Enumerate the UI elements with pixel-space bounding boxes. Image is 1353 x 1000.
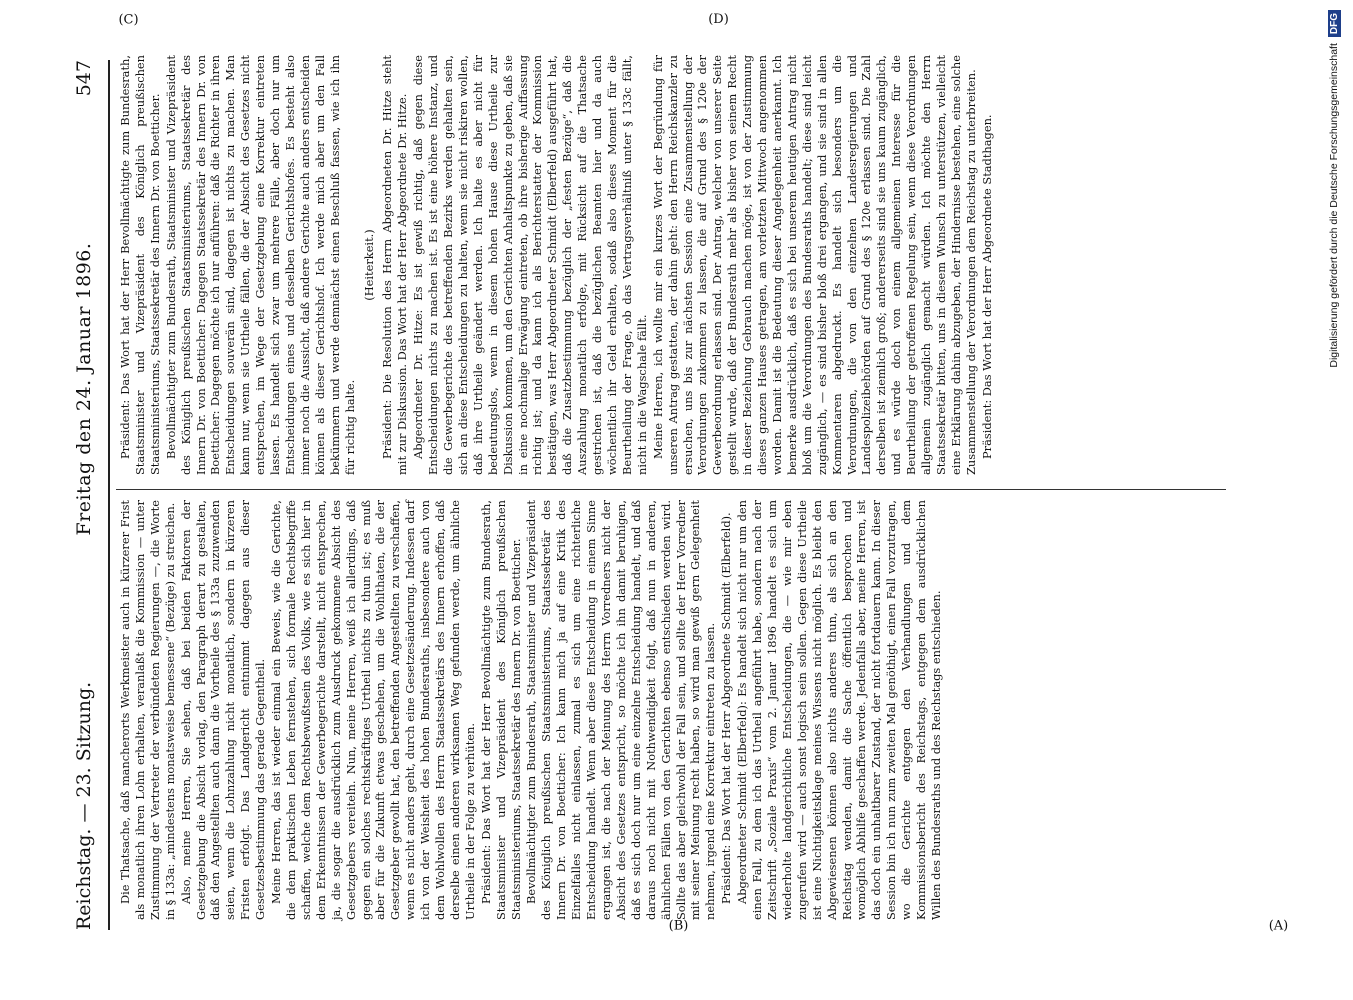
paragraph: Meine Herren, ich wollte mir ein kurzes Wort der Begründung für unseren Antrag gestatten, der dahin geht: den Herrn Reichskanzler zu ersuchen, uns bis zur nächsten Session eine Zusammenstellung der Verordnungen zukommen zu lassen, die auf Grund des § 120e der Gewerbeordnung erlassen sind. Der Antrag, welcher von unserer Seite gestellt wurde, daß der Bundesrath mehr als bisher von seinem Recht in dieser Beziehung Gebrauch machen möge, ist von der Zustimmung dieses ganzen Hauses getragen, am vorletzten Mittwoch angenommen worden. Damit ist die Bedeutung dieser Angelegenheit anerkannt. Ich bemerke ausdrücklich, daß es sich bei unserem heutigen Antrag nicht bloß um die Verordnungen des Bundesraths handelt; diese sind leicht zugänglich, — es sind bisher bloß drei ergangen, und sie sind in allen Kommentaren abgedruckt. Es handelt sich besonders um die Verordnungen, die von den einzelnen Landesregierungen und Landespolizeibehörden auf Grund des § 120e erlassen sind. Die Zahl derselben ist ziemlich groß; andererseits sind sie uns kaum zugänglich, und es würde doch von einem allgemeinen Interesse für die Beurtheilung der getroffenen Regelung sein, wenn diese Verordnungen allgemein zugänglich gemacht würden. Ich möchte den Herrn Staatssekretär bitten, uns in diesem Wunsch zu unterstützen, vielleicht eine Erklärung dahin abzugeben, der Hindernisse bestehen, eine solche Zusammenstellung der Verordnungen dem Reichstag zu unterbreiten. — [650, 55, 978, 475]
paragraph: Meine Herren, das ist wieder einmal ein Beweis, wie die Gerichte, die dem praktischen Leben fernstehen, sich formale Rechtsbegriffe schaffen, welche dem Rechtsbewußtsein des Volks, wie es sich hier in dem Erkenntnissen der Gewerbegerichte darstellt, nicht entsprechen, ja, die sogar die ausdrücklich zum Ausdruck gekommene Absicht des Gesetzgebers vereiteln. Nun, meine Herren, weiß ich allerdings, daß gegen ein solches rechtskräftiges Urtheil nichts zu thun ist; es muß aber für die Zukunft etwas geschehen, um die Wohlthaten, die der Gesetzgeber gewollt hat, den betreffenden Angestellten zu verschaffen, wenn es nicht anders geht, durch eine Gesetzesänderung. Indessen darf ich von der Weisheit des hohen Bundesraths, insbesondere auch von dem Wohlwollen des Herrn Staatssekretärs des Innern erhoffen, daß derselbe einen anderen wirksamen Weg gefunden werde, um ähnliche Urtheile in der Folge zu verhüten. — [269, 500, 477, 920]
page-number: 547 — [73, 60, 95, 97]
header-rule — [108, 60, 110, 930]
margin-letter-a: (A) — [1268, 918, 1289, 934]
column-divider — [116, 489, 1226, 490]
left-column — [118, 500, 945, 920]
header-left: Reichstag. — 23. Sitzung. — [73, 681, 95, 930]
digitization-credit — [1320, 10, 1348, 990]
header-date: Freitag den 24. Januar 1896. — [73, 242, 95, 536]
rotated-page — [56, 0, 1296, 1000]
paragraph: Präsident: Das Wort hat der Herr Abgeordnete Stadthagen. — [979, 114, 994, 459]
paragraph: Präsident: Die Resolution des Herrn Abgeordneten Dr. Hitze steht mit zur Diskussion. Das Wort hat der Herr Abgeordnete Dr. Hitze. — [380, 55, 410, 475]
paragraph: Bevollmächtigter zum Bundesrath, Staatsminister und Vizepräsident des Königlich preußischen Staatsministeriums, Staatssekretär des Innern Dr. von Boetticher: Ich kann mich ja auf eine Kritik des Einzelfalles nicht einlassen, zumal es sich um eine richterliche Entscheidung handelt. Wenn aber diese Entscheidung in einem Sinne ergangen ist, die nach der Meinung des Herrn Vorredners nicht der Absicht des Gesetzes entspricht, so möchte ich ihn damit beruhigen, daß es sich doch nur um eine einzelne Entscheidung handelt, und daß daraus noch nicht mit Nothwendigkeit folgt, daß nun in anderen, ähnlichen Fällen von den Gerichten ebenso entschieden werden wird. Sollte das aber gleichwohl der Fall sein, und sollte der Herr Vorredner mit seiner Meinung recht haben, so wird man gewiß gern Gelegenheit nehmen, irgend eine Korrektur eintreten zu lassen. — [524, 500, 718, 920]
paragraph: Präsident: Das Wort hat der Herr Bevollmächtigte zum Bundesrath, Staatsminister und Vizepräsident des Königlich preußischen Staatsministeriums, Staatssekretär des Innern Dr. von Boetticher. — [118, 55, 162, 475]
paragraph: Bevollmächtigter zum Bundesrath, Staatsminister und Vizepräsident des Königlich preußischen Staatsministeriums, Staatssekretär des Innern Dr. von Boetticher: Dagegen Staatssekretär des Innern Dr. von Boetticher: Dagegen möchte ich nur anführen: daß die Richter in ihren Entscheidungen souverän sind, dagegen ist nichts zu machen. Man kann nur, wenn sie Urtheile fällen, die der Absicht des Gesetzes nicht entsprechen, im Wege der Gesetzgebung eine Korrektur eintreten lassen. Es handelt sich zwar um mehrere Fälle, aber doch nur um Entscheidungen eines und desselben Gerichtshofes. Es besteht also immer noch die Aussicht, daß andere Gerichte auch anders entscheiden können als dieser Gerichtshof. Ich werde mich aber um den Fall bekümmern und werde demnächst einen Beschluß fassen, wie ich ihn für richtig halte. — [163, 55, 357, 475]
paragraph: Abgeordneter Dr. Hitze: Es ist gewiß richtig, daß gegen diese Entscheidungen nichts zu machen ist. Es ist eine höhere Instanz, und die Gewerbegerichte des betreffenden Bezirks werden gehalten sein, sich an diese Entscheidungen zu halten, wenn sie nicht riskiren wollen, daß ihre Urtheile geändert werden. Ich halte es aber nicht für bedeutungslos, wenn in diesem hohen Hause diese Urtheile zur Diskussion kommen, um den Gerichten Anhaltspunkte zu geben, daß sie in eine nochmalige Erwägung eintreten, ob ihre bisherige Auffassung richtig ist; und da kann ich als Berichterstatter der Kommission bestätigen, was Herr Abgeordneter Schmidt (Elberfeld) ausgeführt hat, daß die Zusatzbestimmung bezüglich der „festen Bezüge“, daß die Auszahlung monatlich erfolge, mit Rücksicht auf die Thatsache gestrichen ist, daß die bezüglichen Beamten hier und da auch wöchentlich ihr Geld erhalten, sodaß also dieses Moment für die Beurtheilung der Frage, ob das Vertragsverhältniß unter § 133c fällt, nicht in die Wagschale fällt. — [411, 55, 649, 475]
paragraph: Abgeordneter Schmidt (Elberfeld): Es handelt sich nicht nur um den einen Fall, zu dem ich das Urtheil angeführt habe, sondern nach der Zeitschrift „Soziale Praxis“ vom 2. Januar 1896 handelt es sich um wiederholte landgerichtliche Entscheidungen, die — wie mir eben zugerufen wird — auch sonst logisch sein sollen. Gegen diese Urtheile ist eine Nichtigkeitsklage meines Wissens nicht möglich. Es bleibt den Abgewiesenen können also nichts anderes thun, als sich an den Reichstag wenden, damit die Sache öffentlich besprochen und womöglich Abhilfe geschaffen werde. Jedenfalls aber, meine Herren, ist das doch ein unhaltbarer Zustand, der nicht fortdauern kann. In dieser Session bin ich nun zum zweiten Mal genöthigt, einen Fall vorzutragen, wo die Gerichte entgegen den Verhandlungen und dem Kommissionsbericht des Reichstags, entgegen dem ausdrücklichen Willen des Bundesraths und des Reichstags entschieden. — [735, 500, 943, 920]
right-column — [118, 55, 996, 475]
credit-text: Digitalisierung gefördert durch die Deutsche Forschungsgemeinschaft — [1328, 43, 1340, 368]
paragraph: Also, meine Herren, Sie sehen, daß bei beiden Faktoren der Gesetzgebung die Absicht vorlag, den Paragraph derart zu gestalten, daß den Angestellten auch dann die Vortheile des § 133a zuzuwenden seien, wenn die Lohnzahlung nicht monatlich, sondern in kürzeren Fristen erfolgt. Das Landgericht entnimmt dagegen aus dieser Gesetzesbestimmung das gerade Gegentheil. — [178, 500, 268, 920]
interjection: (Heiterkeit.) — [361, 229, 376, 301]
margin-letter-c: (C) — [118, 12, 139, 28]
dfg-logo: DFG — [1328, 10, 1341, 37]
margin-letter-b: (B) — [668, 918, 689, 934]
paragraph: Präsident: Das Wort hat der Herr Bevollmächtigte zum Bundesrath, Staatsminister und Vizepräsident des Königlich preußischen Staatsministeriums, Staatssekretär des Innern Dr. von Boetticher. — [478, 500, 523, 920]
margin-letter-d: (D) — [708, 12, 729, 28]
paragraph: Präsident: Das Wort hat der Herr Abgeordnete Schmidt (Elberfeld). — [719, 512, 734, 904]
paragraph: Die Thatsache, daß mancherorts Werkmeister auch in kürzerer Frist als monatlich ihren Lohn erhalten, veranlaßt die Kommission — unter Zustimmung der Vertreter der verbündeten Regierungen —, die Worte in § 133a: „mindestens monatsweise bemessene“ (Bezüge) zu streichen. — [118, 500, 177, 920]
page-header — [64, 60, 104, 930]
